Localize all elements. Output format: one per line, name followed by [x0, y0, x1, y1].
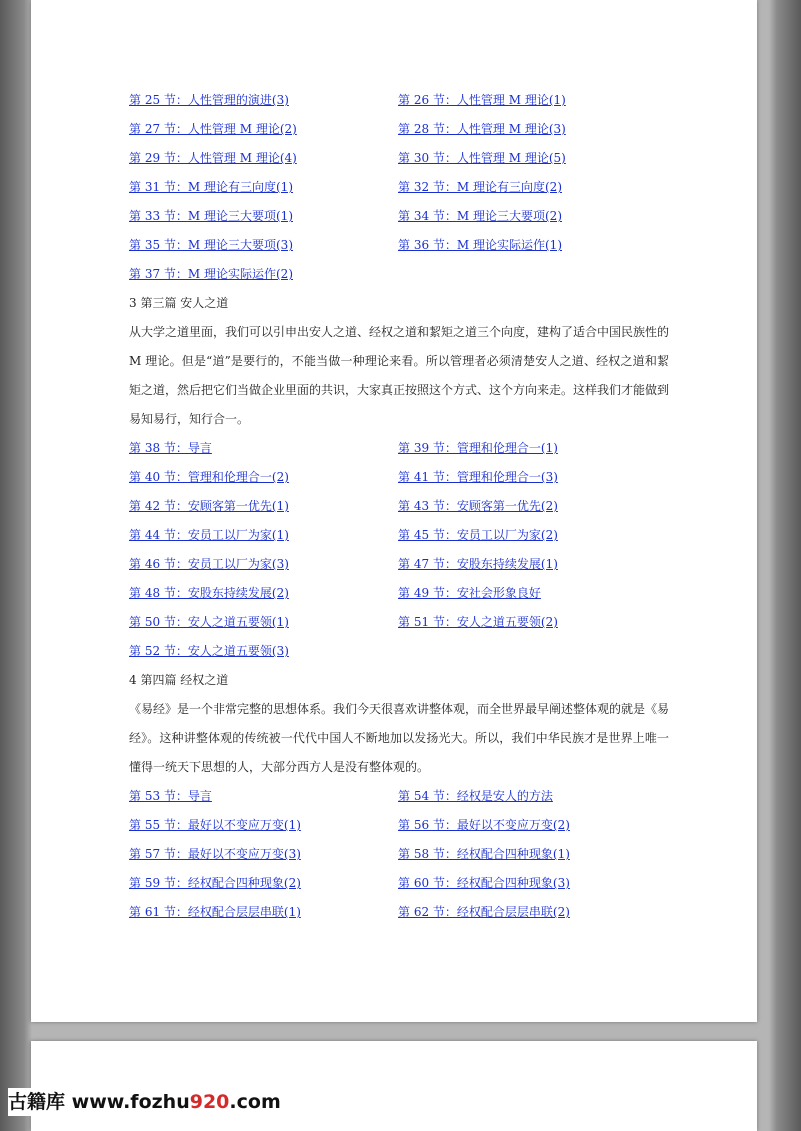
- chapter-link[interactable]: 第 58 节：经权配合四种现象(1): [398, 847, 570, 861]
- chapter-link[interactable]: 第 53 节：导言: [129, 789, 212, 803]
- chapter-link[interactable]: 第 35 节：M 理论三大要项(3): [129, 238, 293, 252]
- page-content: [129, 86, 669, 927]
- chapter-link[interactable]: 第 55 节：最好以不变应万变(1): [129, 818, 301, 832]
- chapter-link[interactable]: 第 56 节：最好以不变应万变(2): [398, 818, 570, 832]
- chapter-link[interactable]: 第 33 节：M 理论三大要项(1): [129, 209, 293, 223]
- chapter-link[interactable]: 第 54 节：经权是安人的方法: [398, 789, 553, 803]
- chapter-link[interactable]: 第 41 节：管理和伦理合一(3): [398, 470, 558, 484]
- chapter-link[interactable]: 第 34 节：M 理论三大要项(2): [398, 209, 562, 223]
- chapter-link[interactable]: 第 45 节：安员工以厂为家(2): [398, 528, 558, 542]
- section-4-heading: 4 第四篇 经权之道: [129, 673, 229, 687]
- chapter-link[interactable]: 第 25 节：人性管理的演进(3): [129, 93, 289, 107]
- chapter-link[interactable]: 第 62 节：经权配合层层串联(2): [398, 905, 570, 919]
- chapter-link[interactable]: 第 26 节：人性管理 M 理论(1): [398, 93, 566, 107]
- chapter-link[interactable]: 第 38 节：导言: [129, 441, 212, 455]
- chapter-links-group-1: [129, 86, 669, 289]
- chapter-link[interactable]: 第 28 节：人性管理 M 理论(3): [398, 122, 566, 136]
- document-page-2: [31, 1041, 757, 1131]
- chapter-link[interactable]: 第 49 节：安社会形象良好: [398, 586, 541, 600]
- chapter-links-group-2: [129, 434, 669, 666]
- section-3-paragraph: 从大学之道里面，我们可以引申出安人之道、经权之道和絜矩之道三个向度，建构了适合中国民族性的 M 理论。但是“道”是要行的，不能当做一种理论来看。所以管理者必须清楚安人之道、经权之道和絜矩之道，然后把它们当做企业里面的共识，大家真正按照这个方式、这个方向来走。这样我们才能做到易知易行，知行合一。: [129, 325, 670, 426]
- chapter-link[interactable]: 第 40 节：管理和伦理合一(2): [129, 470, 289, 484]
- chapter-link[interactable]: 第 48 节：安股东持续发展(2): [129, 586, 289, 600]
- chapter-link[interactable]: 第 43 节：安顾客第一优先(2): [398, 499, 558, 513]
- chapter-link[interactable]: 第 61 节：经权配合层层串联(1): [129, 905, 301, 919]
- watermark-footer: [8, 1088, 283, 1116]
- site-url: www.fozhu920.com: [71, 1091, 281, 1113]
- chapter-link[interactable]: 第 47 节：安股东持续发展(1): [398, 557, 558, 571]
- chapter-link[interactable]: 第 57 节：最好以不变应万变(3): [129, 847, 301, 861]
- document-page-1: [31, 0, 757, 1022]
- site-name: 古籍库: [8, 1091, 66, 1113]
- chapter-link[interactable]: 第 51 节：安人之道五要领(2): [398, 615, 558, 629]
- chapter-link[interactable]: 第 42 节：安顾客第一优先(1): [129, 499, 289, 513]
- chapter-link[interactable]: 第 31 节：M 理论有三向度(1): [129, 180, 293, 194]
- section-4-paragraph: 《易经》是一个非常完整的思想体系。我们今天很喜欢讲整体观，而全世界最早阐述整体观的就是《易经》。这种讲整体观的传统被一代代中国人不断地加以发扬光大。所以，我们中华民族才是世界上唯一懂得一统天下思想的人，大部分西方人是没有整体观的。: [129, 702, 670, 774]
- chapter-links-group-3: [129, 782, 669, 927]
- chapter-link[interactable]: 第 50 节：安人之道五要领(1): [129, 615, 289, 629]
- chapter-link[interactable]: 第 60 节：经权配合四种现象(3): [398, 876, 570, 890]
- section-3-heading: 3 第三篇 安人之道: [129, 296, 229, 310]
- chapter-link[interactable]: 第 36 节：M 理论实际运作(1): [398, 238, 562, 252]
- chapter-link[interactable]: 第 37 节：M 理论实际运作(2): [129, 267, 293, 281]
- chapter-link[interactable]: 第 27 节：人性管理 M 理论(2): [129, 122, 297, 136]
- chapter-link[interactable]: 第 59 节：经权配合四种现象(2): [129, 876, 301, 890]
- chapter-link[interactable]: 第 46 节：安员工以厂为家(3): [129, 557, 289, 571]
- chapter-link[interactable]: 第 29 节：人性管理 M 理论(4): [129, 151, 297, 165]
- chapter-link[interactable]: 第 32 节：M 理论有三向度(2): [398, 180, 562, 194]
- chapter-link[interactable]: 第 39 节：管理和伦理合一(1): [398, 441, 558, 455]
- chapter-link[interactable]: 第 52 节：安人之道五要领(3): [129, 644, 289, 658]
- chapter-link[interactable]: 第 30 节：人性管理 M 理论(5): [398, 151, 566, 165]
- chapter-link[interactable]: 第 44 节：安员工以厂为家(1): [129, 528, 289, 542]
